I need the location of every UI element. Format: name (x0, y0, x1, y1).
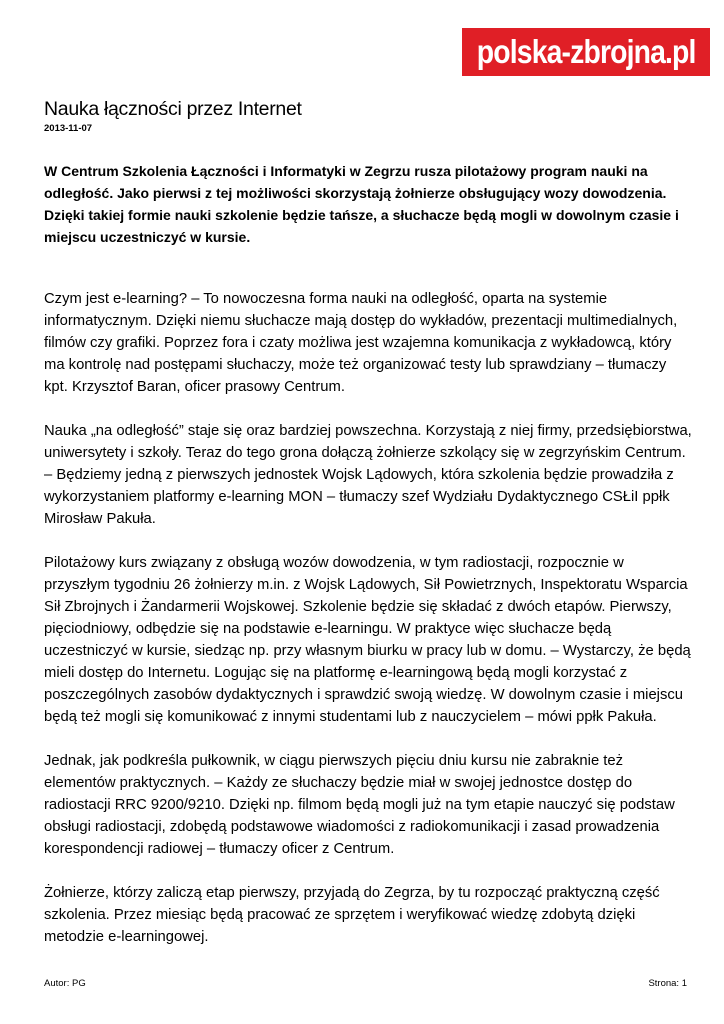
article-paragraph: Czym jest e-learning? – To nowoczesna forma nauki na odległość, oparta na systemie informatycznym. Dzięki niemu słuchacze mają dostęp do wykładów, prezentacji multimedialnych, filmów czy grafiki. Poprzez fora i czaty możliwa jest wzajemna komunikacja z wykładowcą, który ma kontrolę nad postępami słuchaczy, może też organizować testy lub sprawdziany – tłumaczy kpt. Krzysztof Baran, oficer prasowy Centrum. (44, 291, 678, 395)
footer-page-number: Strona: 1 (648, 978, 687, 989)
site-logo (462, 28, 710, 76)
article-body (44, 288, 692, 970)
article-date: 2013-11-07 (44, 123, 93, 134)
article-paragraph: Nauka „na odległość” staje się oraz bardziej powszechna. Korzystają z niej firmy, przedsiębiorstwa, uniwersytety i szkoły. Teraz do tego grona dołączą żołnierze szkolący się w zegrzyńskim Centrum. – Będziemy jedną z pierwszych jednostek Wojsk Lądowych, która szkolenia będzie prowadziła z wykorzystaniem platformy e-learning MON – tłumaczy szef Wydziału Dydaktycznego CSŁiI ppłk Mirosław Pakuła. (44, 423, 692, 527)
article-paragraph: Żołnierze, którzy zaliczą etap pierwszy, przyjadą do Zegrza, by tu rozpocząć praktyczną część szkolenia. Przez miesiąc będą pracować ze sprzętem i weryfikować wiedzę zdobytą dzięki metodzie e-learningowej. (44, 885, 660, 945)
logo-text: polska-zbrojna.pl (476, 33, 696, 70)
article-title: Nauka łączności przez Internet (44, 98, 302, 120)
article-paragraph: Pilotażowy kurs związany z obsługą wozów dowodzenia, w tym radiostacji, rozpocznie w przyszłym tygodniu 26 żołnierzy m.in. z Wojsk Lądowych, Sił Powietrznych, Inspektoratu Wsparcia Sił Zbrojnych i Żandarmerii Wojskowej. Szkolenie będzie się składać z dwóch etapów. Pierwszy, pięciodniowy, odbędzie się na podstawie e-learningu. W praktyce więc słuchacze będą uczestniczyć w kursie, siedząc np. przy własnym biurku w pracy lub w domu. – Wystarczy, że będą mieli dostęp do Internetu. Logując się na platformę e-learningową będą mogli korzystać z poszczególnych zasobów dydaktycznych i sprawdzić swoją wiedzę. W dowolnym czasie i miejscu będą też mogli się komunikować z innymi studentami lub z nauczycielem – mówi ppłk Pakuła. (44, 555, 691, 725)
footer-author: Autor: PG (44, 978, 86, 989)
article-lead: W Centrum Szkolenia Łączności i Informatyki w Zegrzu rusza pilotażowy program nauki na odległość. Jako pierwsi z tej możliwości skorzystają żołnierze obsługujący wozy dowodzenia. Dzięki takiej formie nauki szkolenie będzie tańsze, a słuchacze będą mogli w dowolnym czasie i miejscu uczestniczyć w kursie. (44, 163, 679, 245)
article-paragraph: Jednak, jak podkreśla pułkownik, w ciągu pierwszych pięciu dniu kursu nie zabraknie też elementów praktycznych. – Każdy ze słuchaczy będzie miał w swojej jednostce dostęp do radiostacji RRC 9200/9210. Dzięki np. filmom będą mogli już na tym etapie nauczyć się podstaw obsługi radiostacji, zdobędą podstawowe wiadomości z radiokomunikacji i zasad prowadzenia korespondencji radiowej – tłumaczy oficer z Centrum. (44, 753, 675, 857)
